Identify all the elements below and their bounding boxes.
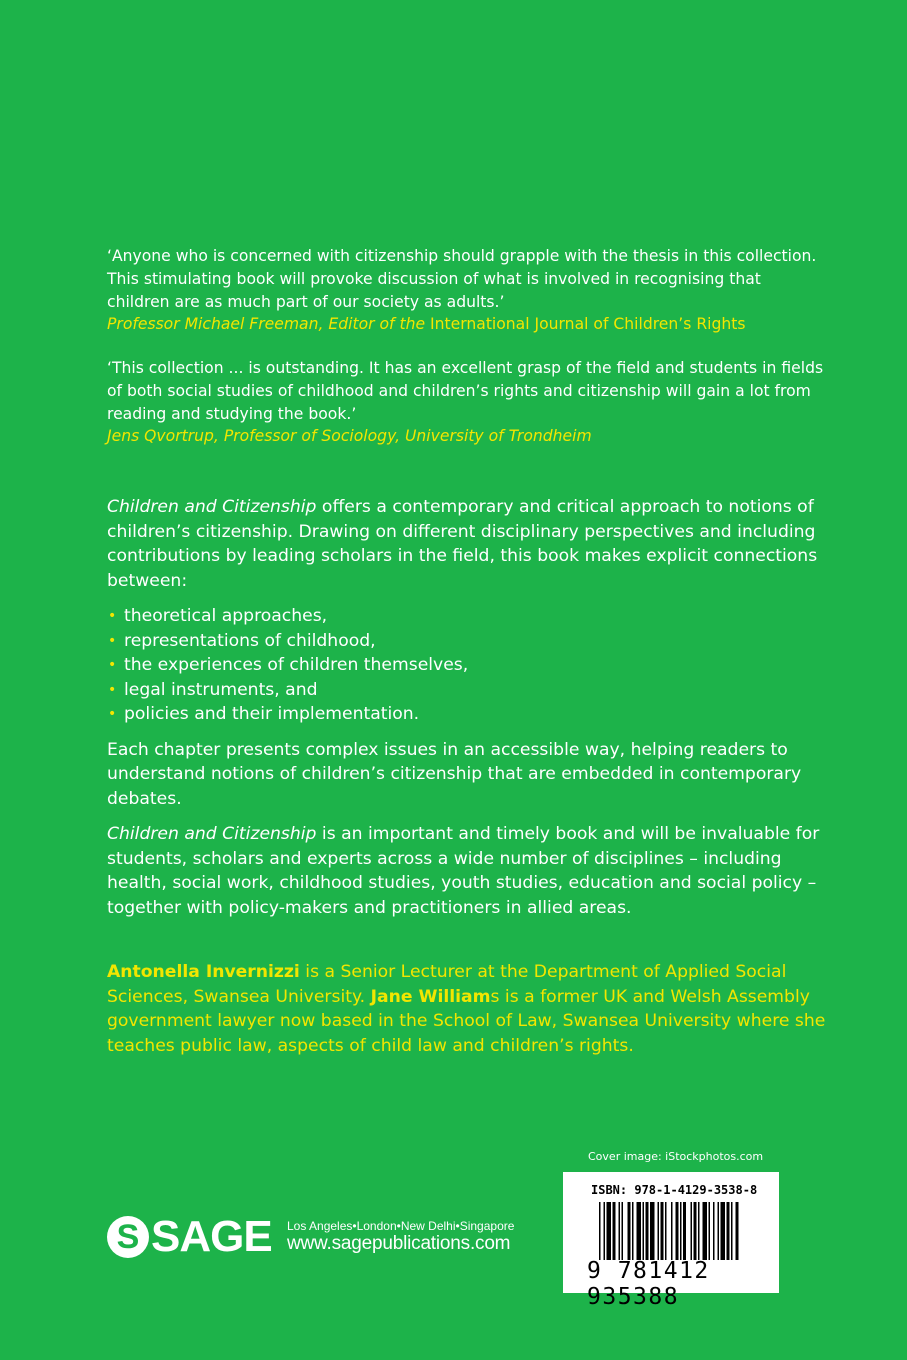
bullet-icon: • (108, 608, 117, 624)
quote-2-text: ‘This collection ... is outstanding. It has an excellent grasp of the field and students in fields of both social studies of childhood and children’s rights and citizenship will gain a lot from reading and studying the book.’ (107, 359, 824, 423)
barcode-bar (680, 1202, 682, 1260)
barcode-bar (721, 1202, 726, 1260)
barcode-bars (599, 1202, 779, 1260)
description-intro-text: offers a contemporary and critical approach to notions of children’s citizenship. Drawing on different disciplinary perspectives and including contributions by leading scholars in the field, this book makes explicit connections between: (107, 497, 818, 591)
author-2-bio: s is a former UK and Welsh Assembly government lawyer now based in the School of Law, Swansea University where she teaches public law, aspects of child law and children’s rights. (107, 986, 826, 1056)
barcode-bar (619, 1202, 621, 1260)
quote-1-attribution-role: Professor Michael Freeman, Editor of the (107, 315, 426, 334)
barcode-bar (658, 1202, 660, 1260)
barcode-bar (718, 1202, 720, 1260)
description-paragraph-3-text: is an important and timely book and will be invaluable for students, scholars and experts across a wide number of disciplines – including health, social work, childhood studies, youth studies, education and social policy – together with policy-makers and practitioners in allied areas. (107, 824, 820, 918)
barcode-bar (632, 1202, 634, 1260)
barcode-bar (665, 1202, 667, 1260)
isbn-label: ISBN: 978-1-4129-3538-8 (591, 1183, 758, 1197)
barcode-bar (646, 1202, 649, 1260)
barcode-bar (731, 1202, 733, 1260)
sage-logo-wordmark: SAGE (151, 1212, 272, 1261)
barcode-bar (643, 1202, 645, 1260)
barcode-bar (683, 1202, 686, 1260)
description-paragraph-2: Each chapter presents complex issues in an accessible way, helping readers to understand notions of children’s citizenship that are embedded in contemporary debates. (107, 739, 802, 809)
publisher-info (287, 1219, 514, 1255)
list-item (107, 678, 837, 703)
review-quote-1 (107, 245, 827, 336)
barcode-bar (599, 1202, 601, 1260)
description-paragraph-3 (107, 822, 837, 920)
publisher-website: www.sagepublications.com (287, 1233, 511, 1254)
barcode-bar (661, 1202, 664, 1260)
author-1-bio: is a Senior Lecturer at the Department of Applied Social Sciences, Swansea University. (107, 962, 787, 1007)
book-title-inline: Children and Citizenship (107, 824, 317, 844)
list-item-text: policies and their implementation. (124, 704, 420, 724)
quote-2-attribution: Jens Qvortrup, Professor of Sociology, University of Trondheim (107, 427, 592, 446)
barcode-bar (607, 1202, 612, 1260)
sage-logo-icon: S (107, 1216, 149, 1258)
quote-1-text: ‘Anyone who is concerned with citizenship should grapple with the thesis in this collection. This stimulating book will provoke discussion of what is involved in recognising that children are as much part of our society as adults.’ (107, 247, 817, 311)
barcode-bar (671, 1202, 673, 1260)
list-item (107, 702, 837, 727)
barcode-bar (622, 1202, 624, 1260)
isbn-barcode (563, 1172, 779, 1310)
barcode-bar (703, 1202, 708, 1260)
barcode-bar (698, 1202, 700, 1260)
author-1-name: Antonella Invernizzi (107, 962, 300, 982)
barcode-bar (691, 1202, 693, 1260)
barcode-bar (676, 1202, 679, 1260)
barcode-digits: 9 781412 935388 (587, 1258, 710, 1310)
bullet-icon: • (108, 657, 117, 673)
list-item-text: legal instruments, and (124, 679, 318, 700)
author-bios (107, 960, 837, 1058)
list-item-text: representations of childhood, (124, 630, 376, 651)
barcode-bar (628, 1202, 631, 1260)
book-title-inline: Children and Citizenship (107, 497, 317, 517)
list-item (107, 604, 837, 629)
bullet-icon: • (108, 706, 117, 722)
barcode-bar (604, 1202, 606, 1260)
list-item-text: theoretical approaches, (124, 606, 328, 626)
cover-image-credit: Cover image: iStockphotos.com (588, 1150, 764, 1163)
book-description (107, 495, 837, 931)
sage-logo (107, 1212, 272, 1262)
barcode-bar (650, 1202, 655, 1260)
connections-list (107, 604, 837, 727)
quote-1-journal: International Journal of Children’s Rights (430, 315, 746, 334)
description-intro (107, 495, 837, 593)
barcode-bar (727, 1202, 730, 1260)
review-quote-2 (107, 357, 827, 448)
quote-1-attribution (107, 313, 827, 336)
barcode-bar (709, 1202, 711, 1260)
bullet-icon: • (108, 632, 117, 649)
barcode-bar (694, 1202, 697, 1260)
bullet-icon: • (108, 681, 117, 698)
list-item-text: the experiences of children themselves, (124, 655, 469, 675)
barcode-bar (736, 1202, 739, 1260)
list-item (107, 653, 837, 678)
author-2-name: Jane William (370, 986, 491, 1007)
list-item (107, 629, 837, 654)
barcode-bar (613, 1202, 616, 1260)
barcode-bar (713, 1202, 715, 1260)
publisher-cities: Los Angeles•London•New Delhi•Singapore (287, 1219, 515, 1233)
barcode-bar (637, 1202, 642, 1260)
